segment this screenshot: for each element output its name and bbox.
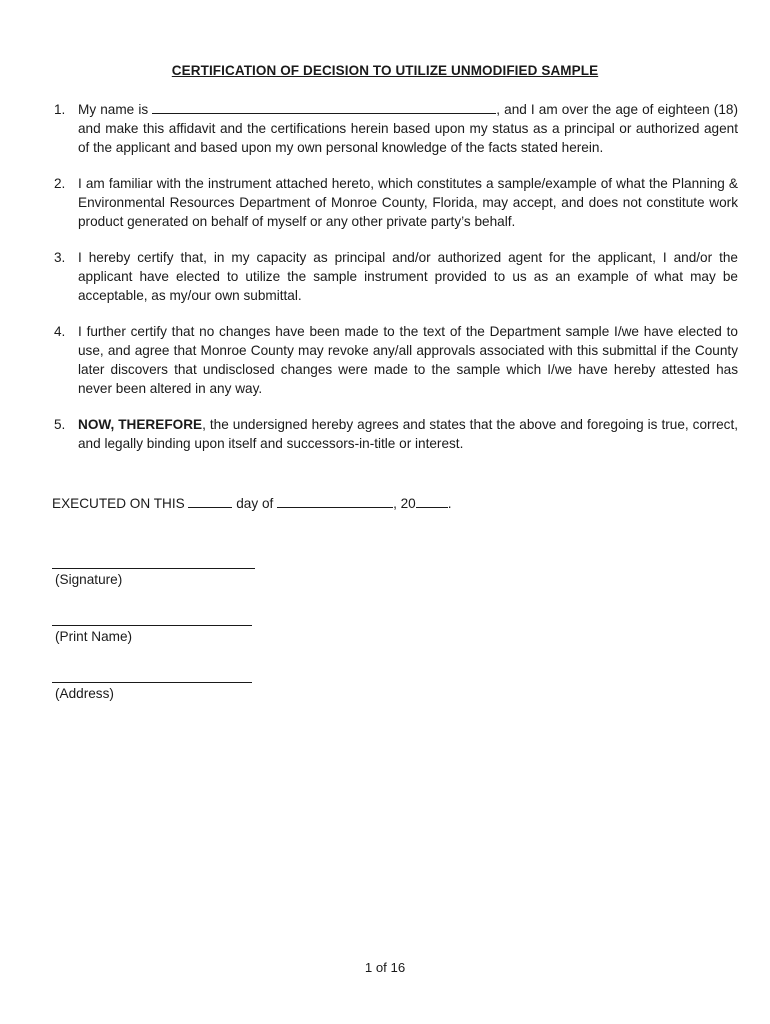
executed-text: day of [232,496,278,511]
list-item [54,322,738,398]
executed-line [52,494,452,513]
year-blank-field[interactable] [416,495,448,508]
item-text: , and I am over the age of eighteen (18) and make this affidavit and the certifications herein based upon my status as a principal or authorized agent of the applicant and based upon my own personal knowledge of the facts stated herein. [78,102,738,155]
name-blank-field[interactable] [152,100,496,114]
item-number: 4. [54,324,66,339]
document-title: CERTIFICATION OF DECISION TO UTILIZE UNMODIFIED SAMPLE [171,63,599,78]
item-bold-text: NOW, THEREFORE [78,417,203,432]
item-text: , the undersigned hereby agrees and states that the above and foregoing is true, correct, and legally binding upon itself and successors-in-title or interest. [78,417,739,451]
item-text: I am familiar with the instrument attached hereto, which constitutes a sample/example of what the Planning & Environmental Resources Department of Monroe County, Florida, may accept, and does not constitute work product generated on behalf of myself or any other private party’s behalf. [78,176,738,229]
executed-text: EXECUTED ON THIS [52,496,189,511]
item-number: 3. [54,250,66,265]
print-name-label: (Print Name) [55,629,133,644]
list-item [54,415,738,453]
signature-field[interactable] [52,568,255,569]
item-number: 5. [54,417,66,432]
executed-text: . [447,496,452,511]
item-text: I hereby certify that, in my capacity as principal and/or authorized agent for the applicant, I and/or the applicant have elected to utilize the sample instrument provided to us as an example of what may be acceptable, as my/our own submittal. [78,250,738,303]
address-label: (Address) [55,686,114,701]
certification-list [54,100,738,470]
item-text: My name is [78,102,153,117]
executed-text: , 20 [393,496,416,511]
item-number: 2. [54,176,66,191]
page-number: 1 of 16 [364,960,406,975]
day-blank-field[interactable] [188,495,232,508]
print-name-field[interactable] [52,625,252,626]
item-text: I further certify that no changes have been made to the text of the Department sample I/we have elected to use, and agree that Monroe County may revoke any/all approvals associated with this submittal if the County later discovers that undisclosed changes were made to the sample which I/we have hereby attested has never been altered in any way. [78,324,738,396]
month-blank-field[interactable] [277,495,393,508]
item-number: 1. [54,102,66,117]
address-field[interactable] [52,682,252,683]
list-item [54,248,738,305]
signature-label: (Signature) [55,572,123,587]
list-item [54,100,738,157]
list-item [54,174,738,231]
